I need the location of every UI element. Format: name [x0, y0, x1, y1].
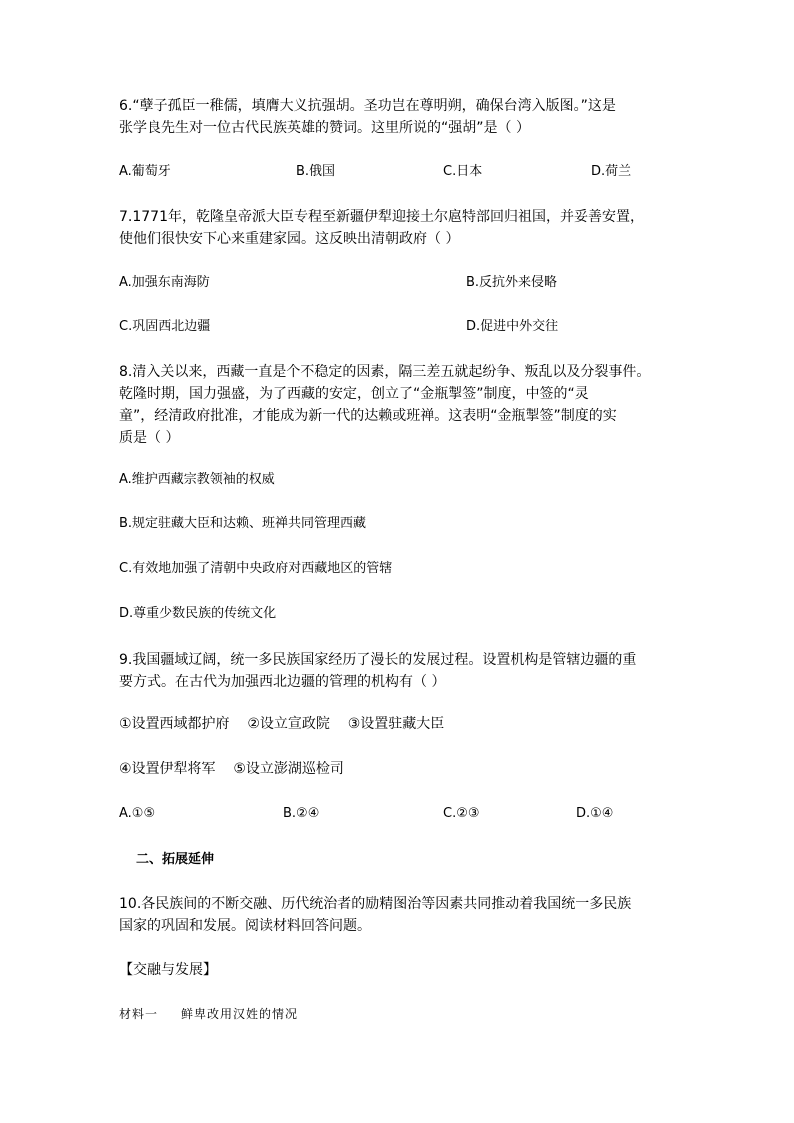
- q6-stem-line1: 6.“孽子孤臣一稚儒，填膺大义抗强胡。圣功岂在尊明朔，确保台湾入版图。”这是: [119, 98, 616, 114]
- q8-stem-line4: 质是（ ）: [119, 430, 180, 446]
- material1-label: 材料一: [119, 1007, 159, 1021]
- q10-stem-line1: 10.各民族间的不断交融、历代统治者的励精图治等因素共同推动着我国统一多民族: [119, 896, 632, 912]
- q8-option-d[interactable]: D.尊重少数民族的传统文化: [119, 606, 277, 621]
- material1-title: 鲜卑改用汉姓的情况: [181, 1007, 299, 1021]
- q8-option-a[interactable]: A.维护西藏宗教领袖的权威: [119, 472, 275, 487]
- q9-items-line1: ①设置西域都护府 ②设立宣政院 ③设置驻藏大臣: [119, 716, 445, 732]
- q6-option-b[interactable]: B.俄国: [296, 164, 336, 179]
- q9-option-b[interactable]: B.②④: [283, 806, 320, 821]
- q9-stem-line1: 9.我国疆域辽阔，统一多民族国家经历了漫长的发展过程。设置机构是管辖边疆的重: [119, 652, 637, 668]
- q7-stem-line1: 7.1771年，乾隆皇帝派大臣专程至新疆伊犁迎接土尔扈特部回归祖国，并妥善安置，: [119, 209, 644, 225]
- q7-option-a[interactable]: A.加强东南海防: [119, 275, 210, 290]
- q9-option-d[interactable]: D.①④: [576, 806, 614, 821]
- q9-option-a[interactable]: A.①⑤: [119, 806, 156, 821]
- q6-option-d[interactable]: D.荷兰: [591, 164, 632, 179]
- q8-stem-line3: 童”，经清政府批准，才能成为新一代的达赖或班禅。这表明“金瓶掣签”制度的实: [119, 408, 617, 424]
- q7-stem-line2: 使他们很快安下心来重建家园。这反映出清朝政府（ ）: [119, 231, 460, 247]
- q6-option-c[interactable]: C.日本: [443, 164, 483, 179]
- q9-option-c[interactable]: C.②③: [443, 806, 480, 821]
- q6-option-a[interactable]: A.葡萄牙: [119, 164, 171, 179]
- q9-items-line2: ④设置伊犁将军 ⑤设立澎湖巡检司: [119, 761, 344, 777]
- q10-stem-line2: 国家的巩固和发展。阅读材料回答问题。: [119, 918, 371, 934]
- q8-option-b[interactable]: B.规定驻藏大臣和达赖、班禅共同管理西藏: [119, 516, 367, 531]
- q9-stem-line2: 要方式。在古代为加强西北边疆的管理的机构有（ ）: [119, 674, 446, 690]
- q7-option-d[interactable]: D.促进中外交往: [466, 319, 559, 334]
- q10-subheading: 【交融与发展】: [119, 962, 217, 978]
- q6-stem-line2: 张学良先生对一位古代民族英雄的赞词。这里所说的“强胡”是（ ）: [119, 120, 530, 136]
- q7-option-c[interactable]: C.巩固西北边疆: [119, 319, 211, 334]
- q7-option-b[interactable]: B.反抗外来侵略: [466, 275, 558, 290]
- q8-stem-line2: 乾隆时期，国力强盛，为了西藏的安定，创立了“金瓶掣签”制度，中签的“灵: [119, 386, 589, 402]
- section-heading: 二、拓展延伸: [136, 852, 215, 867]
- q8-stem-line1: 8.清入关以来，西藏一直是个不稳定的因素，隔三差五就起纷争、叛乱以及分裂事件。: [119, 364, 651, 380]
- q8-option-c[interactable]: C.有效地加强了清朝中央政府对西藏地区的管辖: [119, 561, 393, 576]
